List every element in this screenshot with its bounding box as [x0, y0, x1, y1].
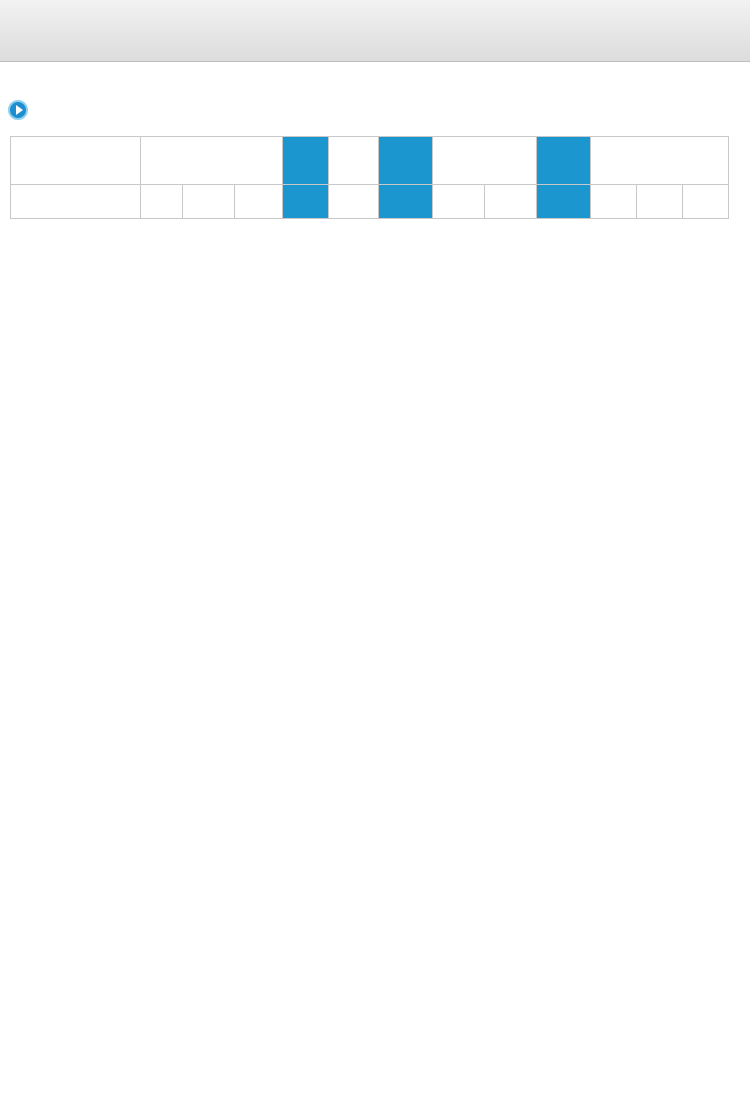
model-label: [17, 200, 37, 214]
table-header: [11, 137, 729, 219]
unit-water-ls: [329, 185, 379, 219]
unit-motor-kw: [283, 185, 329, 219]
dims-header: [591, 137, 729, 185]
fad-header: [141, 137, 283, 185]
spec-table-wrap: [10, 136, 728, 219]
page-header: [0, 0, 750, 62]
weight-header: [537, 137, 591, 185]
unit-noise-no-duct: [433, 185, 485, 219]
play-circle-icon: [8, 100, 28, 120]
unit-fad-ls: [141, 185, 183, 219]
motor-header: [283, 137, 329, 185]
subtitle-row: [8, 96, 36, 124]
units-row: [11, 185, 729, 219]
water-header: [329, 137, 379, 185]
unit-weight-kg: [537, 185, 591, 219]
model-header: [11, 137, 141, 185]
unit-dew-c: [379, 185, 433, 219]
unit-fad-m3: [183, 185, 235, 219]
unit-noise-duct: [485, 185, 537, 219]
unit-dim-c: [683, 185, 729, 219]
unit-dim-b: [637, 185, 683, 219]
noise-header: [433, 137, 537, 185]
unit-dim-a: [591, 185, 637, 219]
dew-header: [379, 137, 433, 185]
unit-fad-cfm: [235, 185, 283, 219]
spec-table: [10, 136, 729, 219]
model-label-cell: [11, 185, 141, 219]
